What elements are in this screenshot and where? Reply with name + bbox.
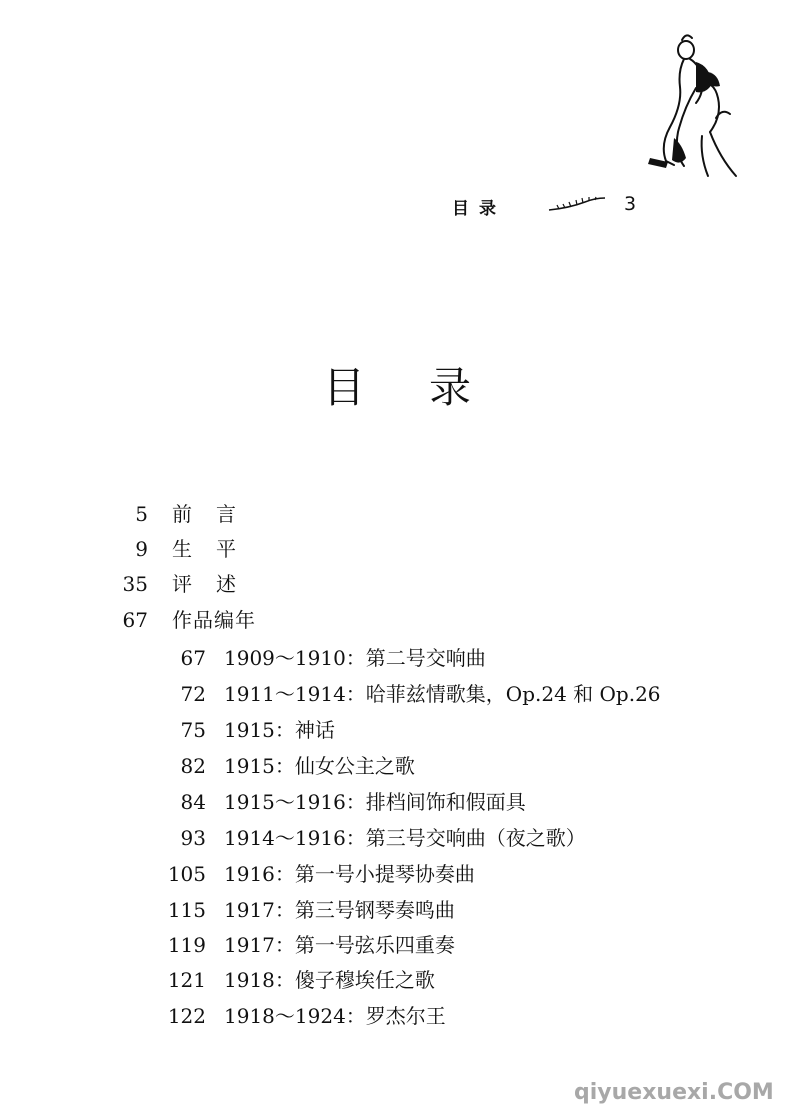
running-head-title: 目录 xyxy=(452,199,506,219)
toc-page-number: 105 xyxy=(167,862,206,886)
toc-page-number: 84 xyxy=(180,790,206,814)
toc-page-number: 35 xyxy=(122,572,148,596)
feather-ornament-icon xyxy=(547,196,609,214)
running-head-page-number: 3 xyxy=(624,193,637,215)
toc-title: 1917：第一号弦乐四重奏 xyxy=(224,933,455,957)
toc-page-number: 9 xyxy=(135,537,148,561)
toc-subentry[interactable] xyxy=(0,966,435,994)
toc-page-number: 122 xyxy=(167,1004,206,1028)
toc-title: 作品编年 xyxy=(172,608,256,632)
toc-page-number: 121 xyxy=(167,968,206,992)
toc-subentry[interactable] xyxy=(0,1002,446,1030)
toc-title: 1918～1924：罗杰尔王 xyxy=(224,1004,446,1028)
toc-page-number: 115 xyxy=(167,898,206,922)
toc-subentry[interactable] xyxy=(0,860,475,888)
toc-subentry[interactable] xyxy=(0,752,415,780)
toc-page-number: 5 xyxy=(135,502,148,526)
toc-title: 1917：第三号钢琴奏鸣曲 xyxy=(224,898,455,922)
toc-subentry[interactable] xyxy=(0,931,455,959)
running-head xyxy=(452,190,652,220)
toc-subentry[interactable] xyxy=(0,824,586,852)
toc-title: 1914～1916：第三号交响曲（夜之歌） xyxy=(224,826,586,850)
toc-page-number: 82 xyxy=(180,754,206,778)
toc-page-number: 67 xyxy=(180,646,206,670)
watermark: qiyuexuexi.COM xyxy=(574,1080,774,1105)
toc-page-number: 93 xyxy=(180,826,206,850)
toc-subentry[interactable] xyxy=(0,896,455,924)
toc-subentry[interactable] xyxy=(0,680,661,708)
toc-entry[interactable] xyxy=(0,570,260,598)
toc-subentry[interactable] xyxy=(0,644,486,672)
toc-page-number: 67 xyxy=(122,608,148,632)
toc-entry[interactable] xyxy=(0,606,256,634)
toc-page-number: 119 xyxy=(167,933,206,957)
toc-page-number: 72 xyxy=(180,682,206,706)
toc-entry[interactable] xyxy=(0,535,260,563)
toc-title: 生平 xyxy=(172,537,260,561)
toc-title: 1918：傻子穆埃任之歌 xyxy=(224,968,435,992)
toc-subentry[interactable] xyxy=(0,788,526,816)
toc-title: 1916：第一号小提琴协奏曲 xyxy=(224,862,475,886)
toc-title: 1915：仙女公主之歌 xyxy=(224,754,415,778)
toc-title: 1915～1916：排档间饰和假面具 xyxy=(224,790,526,814)
toc-entry[interactable] xyxy=(0,500,260,528)
toc-page-number: 75 xyxy=(180,718,206,742)
page-title: 目录 xyxy=(322,363,535,412)
toc-title: 1909～1910：第二号交响曲 xyxy=(224,646,486,670)
toc-subentry[interactable] xyxy=(0,716,335,744)
seated-woman-illustration xyxy=(630,28,742,188)
toc-title: 1915：神话 xyxy=(224,718,335,742)
toc-title: 1911～1914：哈菲兹情歌集，Op.24 和 Op.26 xyxy=(224,682,661,706)
toc-title: 前言 xyxy=(172,502,260,526)
toc-title: 评述 xyxy=(172,572,260,596)
